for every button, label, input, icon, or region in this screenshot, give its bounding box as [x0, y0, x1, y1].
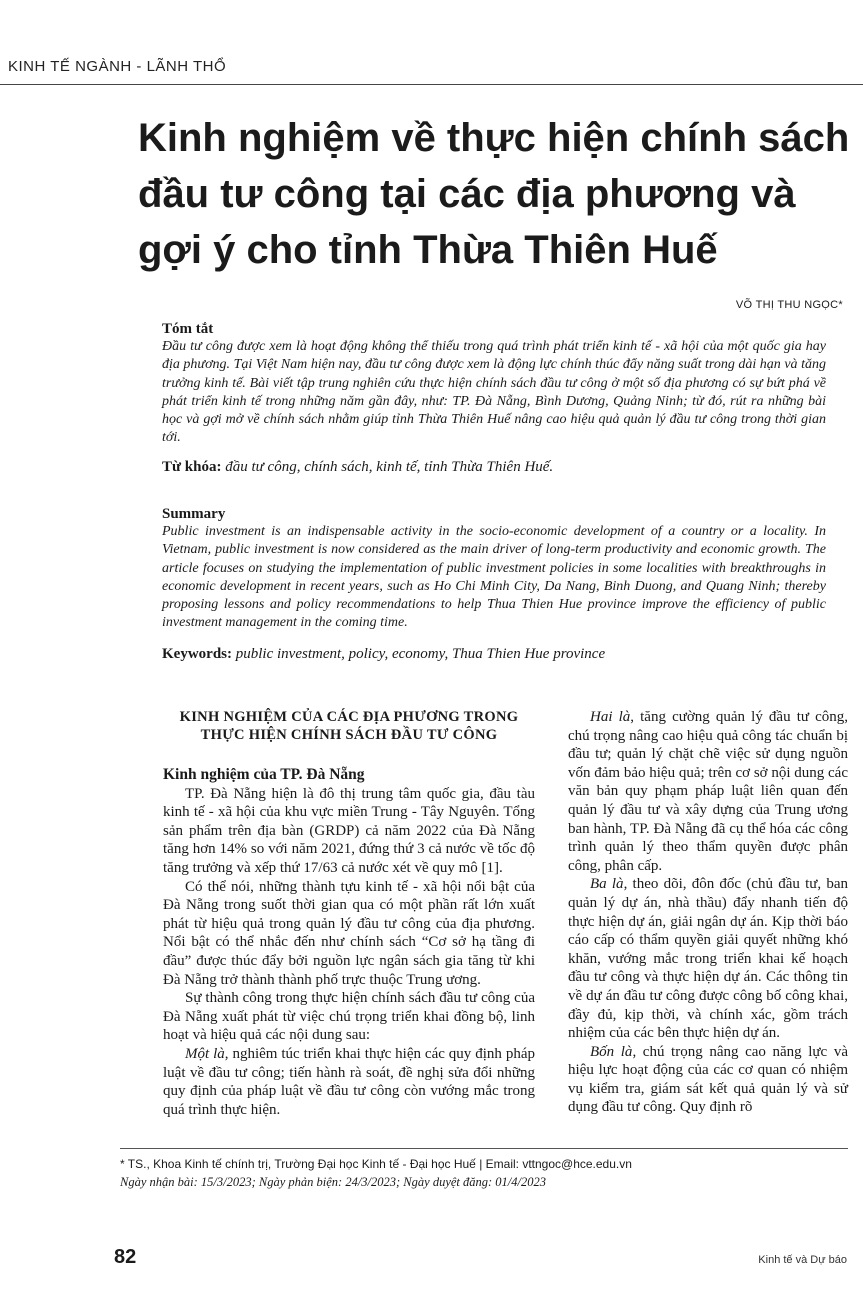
paragraph-5-text: , tăng cường quản lý đầu tư công, chú trọng nâng cao hiệu quả công tác chuẩn bị đầu tư; quản lý chặt chẽ việc sử dụng nguồn vốn đảm bảo hiệu quả; trên cơ sở nội dung các văn bản quy phạm pháp luật liên quan đến quản lý đầu tư và xây dựng của Trung ương ban hành, TP. Đà Nẵng đã cụ thể hóa các công trình quản lý theo thẩm quyền được phân công, phân cấp. [568, 709, 849, 874]
paragraph-4-lead: Một là [185, 1045, 225, 1062]
body-column-right [568, 708, 848, 1117]
paragraph-6-text: , theo dõi, đôn đốc (chủ đầu tư, ban quản lý dự án, nhà thầu) đẩy nhanh tiến độ thực hiện dự án, giải ngân dự án. Kịp thời báo cáo cấp có thẩm quyền giải quyết những khó khăn, vướng mắc trong triển khai kế hoạch đầu tư công và thực hiện dự án. Các thông tin về dự án đầu tư công được công bố công khai, đầy đủ, kịp thời, và chính xác, gồm trách nhiệm của các bên thực hiện dự án. [568, 876, 848, 1042]
keywords-en-value: public investment, policy, economy, Thua Thien Hue province [235, 645, 606, 662]
footnote-dates: Ngày nhận bài: 15/3/2023; Ngày phản biện: 24/3/2023; Ngày duyệt đăng: 01/4/2023 [120, 1175, 546, 1189]
paragraph-5-lead: Hai là [590, 709, 631, 725]
keywords-vi-label: Từ khóa: [162, 458, 222, 475]
header-rule [0, 84, 863, 85]
paragraph-4 [163, 1045, 535, 1119]
journal-name: Kinh tế và Dự báo [758, 1254, 847, 1266]
paragraph-3: Sự thành công trong thực hiện chính sách đầu tư công của Đà Nẵng xuất phát từ việc chú trọng triển khai đồng bộ, linh hoạt và hiệu quả các nội dung sau: [163, 990, 535, 1044]
abstract-en-body: Public investment is an indispensable activity in the socio-economic development of a country or a locality. In Vietnam, public investment is now considered as the main driver of long-term productivity and economic growth. The article focuses on studying the implementation of public investment policies in some localities with breakthroughs in economic development in recent years, such as Ho Chi Minh City, Da Nang, Binh Duong, and Quang Ninh; thereby proposing lessons and policy recommendations to help Thua Thien Hue province improve the efficiency of public investment management in the coming time. [162, 524, 826, 631]
footnote-rule [120, 1148, 848, 1149]
article-title: Kinh nghiệm về thực hiện chính sách đầu tư công tại các địa phương và gợi ý cho tỉnh Thừa Thiên Huế [138, 116, 850, 272]
paragraph-6 [568, 875, 848, 1042]
abstract-en [162, 505, 826, 663]
paragraph-7-lead: Bốn là [590, 1043, 633, 1060]
keywords-vi-value: đầu tư công, chính sách, kinh tế, tỉnh Thừa Thiên Huế. [225, 458, 554, 475]
paragraph-7 [568, 1043, 848, 1117]
author: VÕ THỊ THU NGỌC* [735, 299, 843, 311]
paragraph-7-text: , chú trọng nâng cao năng lực và hiệu lực hoạt động của các cơ quan có nhiệm vụ kiểm tra, giám sát kết quả quản lý và sử dụng đầu tư công. Quy định rõ [568, 1043, 848, 1116]
page-number: 82 [114, 1246, 137, 1268]
paragraph-2: Có thể nói, những thành tựu kinh tế - xã hội nổi bật của Đà Nẵng trong suốt thời gian qua có một phần rất lớn xuất phát từ hiệu quả trong quản lý đầu tư công của địa phương. Nổi bật có thể nhắc đến như chính sách “Cơ sở hạ tầng đi đầu” được thúc đẩy bởi nguồn lực ngân sách gia tăng từ khi Đà Nẵng trở thành thành phố trực thuộc Trung ương. [163, 878, 535, 988]
abstract-vi [162, 320, 826, 476]
abstract-en-heading: Summary [162, 506, 226, 522]
footnote-affiliation: * TS., Khoa Kinh tế chính trị, Trường Đại học Kinh tế - Đại học Huế | Email: vttngoc@hce.edu.vn [120, 1157, 632, 1171]
keywords-en-label: Keywords: [162, 645, 232, 662]
abstract-vi-heading: Tóm tắt [162, 321, 214, 337]
keywords-vi [162, 458, 826, 476]
section-title: KINH NGHIỆM CỦA CÁC ĐỊA PHƯƠNG TRONG THỰC HIỆN CHÍNH SÁCH ĐẦU TƯ CÔNG [179, 709, 519, 743]
paragraph-4-text: , nghiêm túc triển khai thực hiện các quy định pháp luật về đầu tư công; tiến hành rà soát, đề nghị sửa đổi những quy định của pháp luật về đầu tư công còn vướng mắc trong quá trình thực hiện. [163, 1045, 535, 1118]
abstract-vi-body: Đầu tư công được xem là hoạt động không thể thiếu trong quá trình phát triển kinh tế - xã hội của một quốc gia hay địa phương. Tại Việt Nam hiện nay, đầu tư công được xem là động lực chính thúc đẩy năng suất trong dài hạn và tăng trưởng kinh tế. Bài viết tập trung nghiên cứu thực hiện chính sách đầu tư công ở một số địa phương có sự bứt phá về phát triển kinh tế trong những năm gần đây, như: TP. Đà Nẵng, Bình Dương, Quảng Ninh; từ đó, rút ra những bài học và gợi mở về chính sách nhằm giúp tỉnh Thừa Thiên Huế nâng cao hiệu quả quản lý đầu tư công trong thời gian tới. [162, 339, 826, 446]
keywords-en [162, 645, 826, 663]
subsection-title: Kinh nghiệm của TP. Đà Nẵng [163, 766, 365, 783]
paragraph-6-lead: Ba là [590, 876, 624, 893]
body-column-left [163, 708, 535, 1119]
paragraph-5 [568, 708, 848, 875]
footnote [120, 1155, 850, 1191]
paragraph-1: TP. Đà Nẵng hiện là đô thị trung tâm quốc gia, đầu tàu kinh tế - xã hội của khu vực miền Trung - Tây Nguyên. Tổng sản phẩm trên địa bàn (GRDP) cả năm 2022 của Đà Nẵng tăng hơn 14% so với năm 2021, đứng thứ 3 cả nước về tốc độ tăng trưởng và xếp thứ 17/63 cả nước xét về quy mô [1]. [163, 785, 535, 876]
section-label: KINH TẾ NGÀNH - LÃNH THỔ [8, 58, 227, 75]
